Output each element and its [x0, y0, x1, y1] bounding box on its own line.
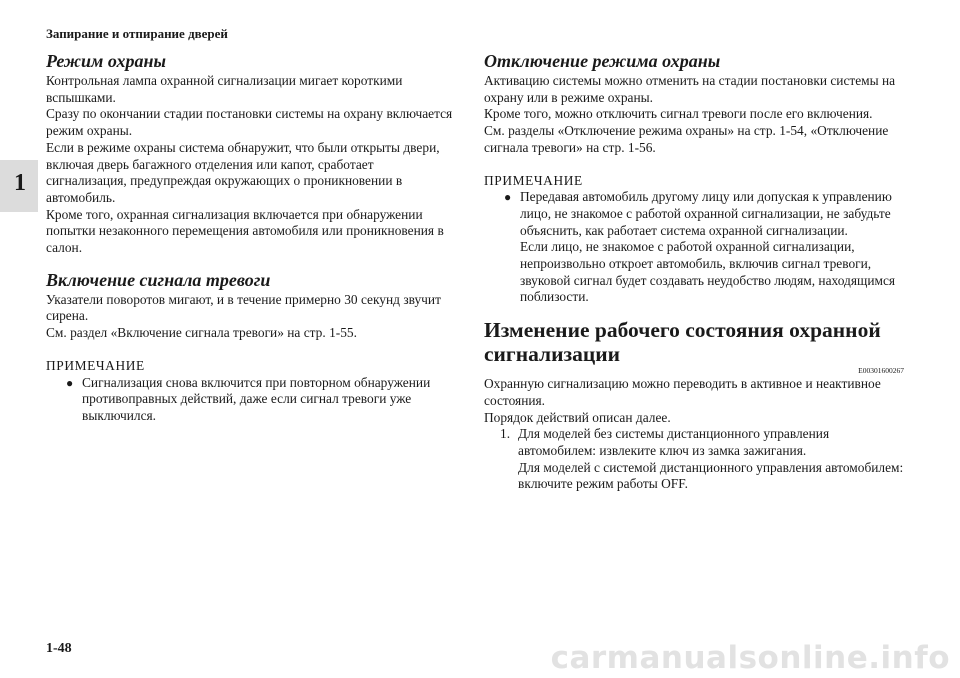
bullet-icon: ●: [504, 190, 512, 205]
bullet-icon: ●: [66, 375, 74, 390]
page-header: Запирание и отпирание дверей: [46, 26, 228, 41]
note-text: Сигнализация снова включится при повторном обнаружении противоправных действий, даже если сигнал тревоги уже выключился.: [82, 374, 431, 423]
note-text: Если лицо, не знакомое с работой охранной сигнализации, непроизвольно откроет автомобиль, включив сигнал тревоги, звуковой сигнал будет создавать неудобство людям, находящимся поблизости.: [520, 239, 896, 305]
note-item: [46, 375, 456, 425]
step-number: 1.: [500, 426, 511, 442]
note-item: [484, 189, 904, 306]
paragraph: Указатели поворотов мигают, и в течение примерно 30 секунд звучит сирена.: [46, 291, 441, 324]
paragraph: Если в режиме охраны система обнаружит, что были открыты двери, включая дверь багажного отделения или капот, сработает сигнализация, предупреждая окружающих о проникновении в автомобиль.: [46, 139, 440, 205]
paragraph: Кроме того, охранная сигнализация включается при обнаружении попытки незаконного перемещения автомобиля или проникновения в салон.: [46, 206, 444, 256]
note-label: ПРИМЕЧАНИЕ: [46, 357, 145, 373]
note-label: ПРИМЕЧАНИЕ: [484, 172, 583, 188]
paragraph: Кроме того, можно отключить сигнал тревоги после его включения.: [484, 106, 873, 122]
section-title-change-state: Изменение рабочего состояния охранной сигнализации: [484, 318, 881, 367]
step-item: [484, 426, 904, 493]
paragraph: Активацию системы можно отменить на стадии постановки системы на охрану или в режиме охраны.: [484, 73, 896, 105]
section-title-disarm: Отключение режима охраны: [484, 51, 721, 71]
paragraph: Контрольная лампа охранной сигнализации мигает короткими вспышками.: [46, 73, 403, 105]
paragraph: Порядок действий описан далее.: [484, 409, 671, 425]
paragraph: Сразу по окончании стадии постановки системы на охрану включается режим охраны.: [46, 106, 453, 139]
chapter-tab: [0, 160, 38, 212]
left-column: [46, 50, 456, 425]
step-text: Для моделей без системы дистанционного управления автомобилем: извлеките ключ из замка зажигания.: [518, 426, 830, 458]
step-text: Для моделей с системой дистанционного управления автомобилем: включите режим работы OFF.: [518, 459, 904, 492]
watermark: carmanualsonline.info: [550, 640, 950, 676]
section-title-alarm-activation: Включение сигнала тревоги: [46, 269, 271, 290]
section-title-security-mode: Режим охраны: [46, 51, 166, 71]
chapter-number: 1: [14, 170, 26, 196]
right-column: [484, 50, 904, 493]
paragraph: См. разделы «Отключение режима охраны» на стр. 1-54, «Отключение сигнала тревоги» на стр. 1-56.: [484, 123, 889, 155]
page-number: 1-48: [46, 641, 72, 656]
note-text: Передавая автомобиль другому лицу или допуская к управлению лицо, не знакомое с работой охранной сигнализации, не забудьте объяснить, как работает система охранной сигнализации.: [520, 189, 892, 238]
section-code: E00301600267: [858, 366, 904, 376]
paragraph: См. раздел «Включение сигнала тревоги» на стр. 1-55.: [46, 325, 357, 341]
paragraph: Охранную сигнализацию можно переводить в активное и неактивное состояния.: [484, 376, 881, 408]
